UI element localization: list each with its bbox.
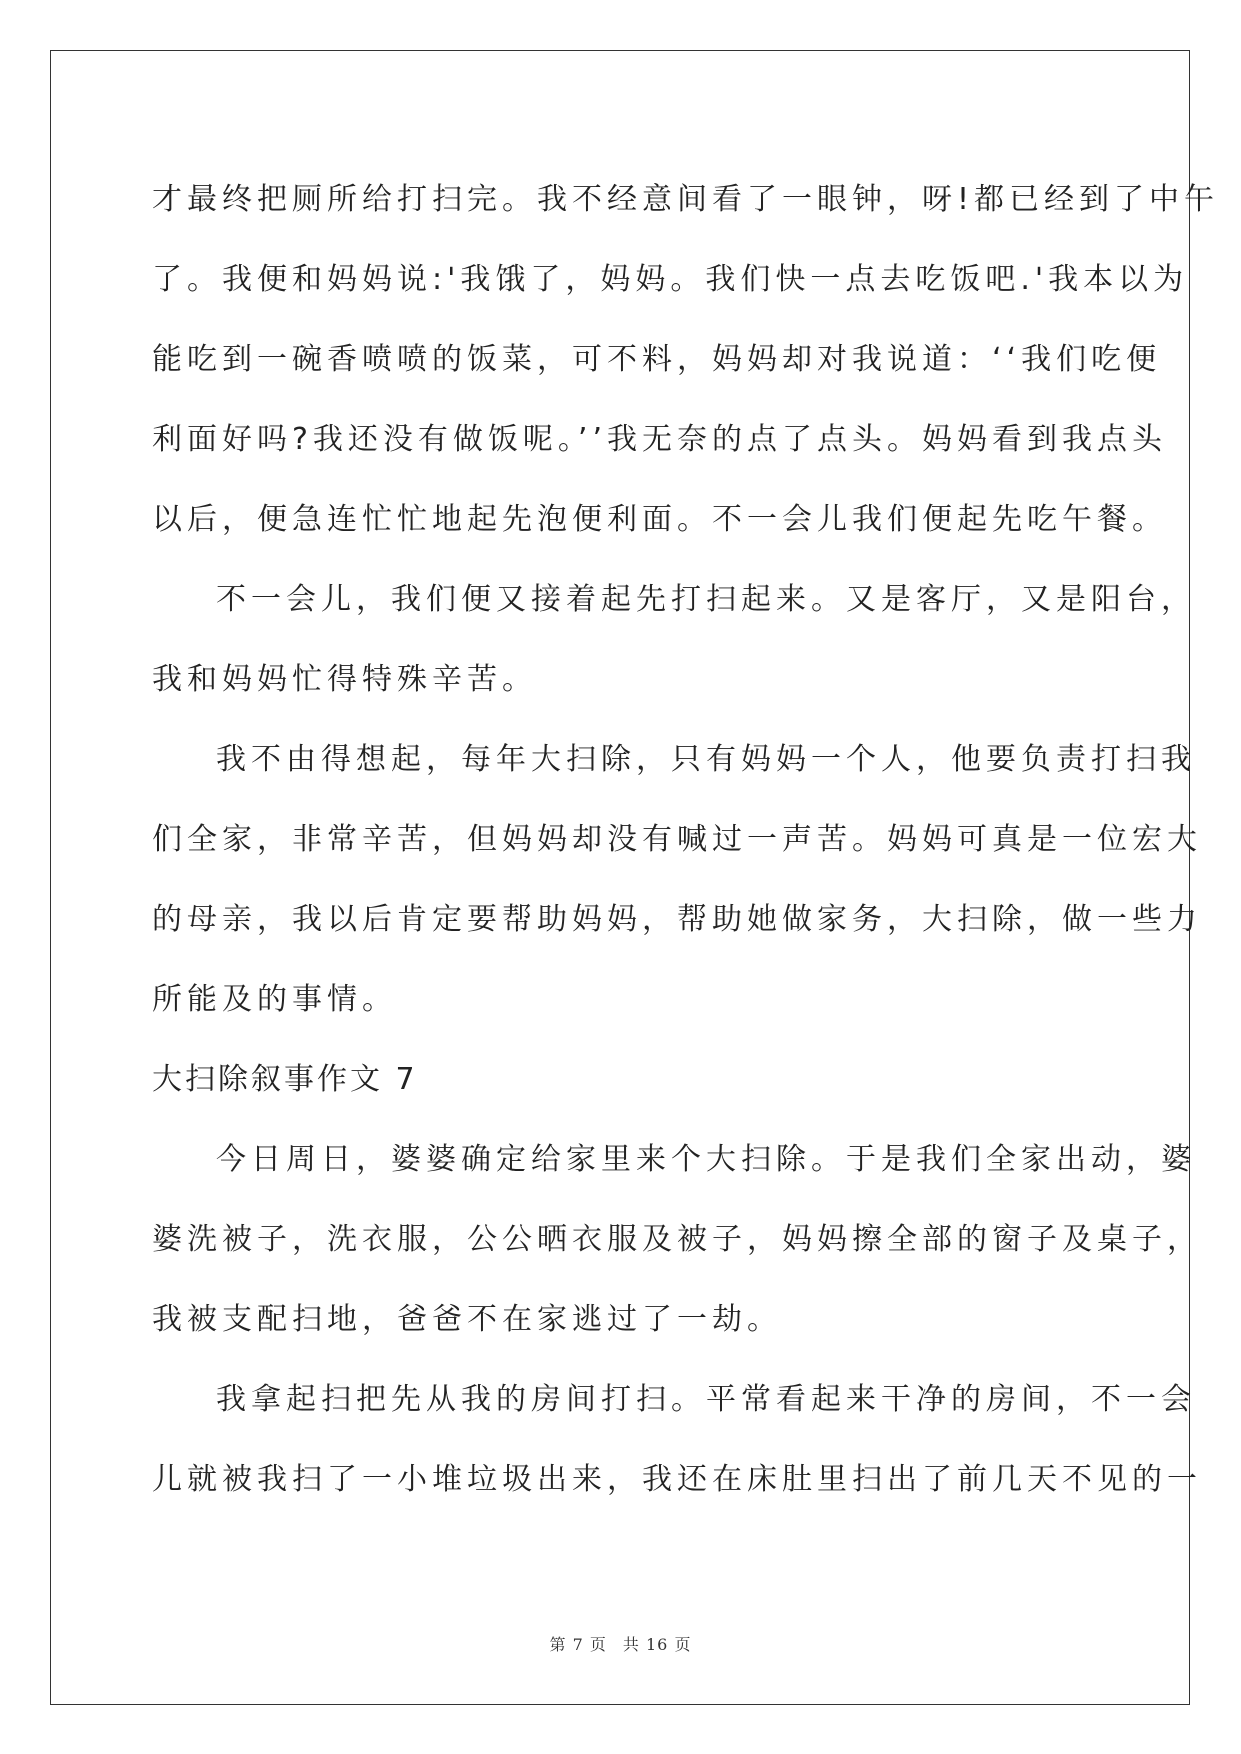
text-line: 我和妈妈忙得特殊辛苦。 <box>152 662 537 697</box>
paragraph-start-line: 我拿起扫把先从我的房间打扫。平常看起来干净的房间，不一会 <box>216 1382 1196 1417</box>
text-line: 能吃到一碗香喷喷的饭菜，可不料，妈妈却对我说道：‘‘我们吃便 <box>152 342 1162 377</box>
text-line: 的母亲，我以后肯定要帮助妈妈，帮助她做家务，大扫除，做一些力 <box>152 902 1202 937</box>
page-total: 共 16 页 <box>622 1635 692 1654</box>
paragraph-start-line: 今日周日，婆婆确定给家里来个大扫除。于是我们全家出动，婆 <box>216 1142 1196 1177</box>
section-heading: 大扫除叙事作文 7 <box>152 1062 418 1097</box>
text-line: 利面好吗?我还没有做饭呢。’’我无奈的点了点头。妈妈看到我点头 <box>152 422 1167 457</box>
page-number: 第 7 页 <box>549 1635 607 1654</box>
text-line: 以后，便急连忙忙地起先泡便利面。不一会儿我们便起先吃午餐。 <box>152 502 1167 537</box>
page-footer <box>0 1632 1241 1655</box>
text-line: 才最终把厕所给打扫完。我不经意间看了一眼钟，呀!都已经到了中午 <box>152 182 1220 217</box>
paragraph-start-line: 我不由得想起，每年大扫除，只有妈妈一个人，他要负责打扫我 <box>216 742 1196 777</box>
document-body <box>152 160 1220 1520</box>
paragraph-start-line: 不一会儿，我们便又接着起先打扫起来。又是客厅，又是阳台， <box>216 582 1196 617</box>
text-line: 们全家，非常辛苦，但妈妈却没有喊过一声苦。妈妈可真是一位宏大 <box>152 822 1202 857</box>
text-line: 所能及的事情。 <box>152 982 397 1017</box>
text-line: 婆洗被子，洗衣服，公公晒衣服及被子，妈妈擦全部的窗子及桌子， <box>152 1222 1202 1257</box>
text-line: 了。我便和妈妈说:'我饿了，妈妈。我们快一点去吃饭吧.'我本以为 <box>152 262 1189 297</box>
text-line: 儿就被我扫了一小堆垃圾出来，我还在床肚里扫出了前几天不见的一 <box>152 1462 1202 1497</box>
text-line: 我被支配扫地，爸爸不在家逃过了一劫。 <box>152 1302 782 1337</box>
